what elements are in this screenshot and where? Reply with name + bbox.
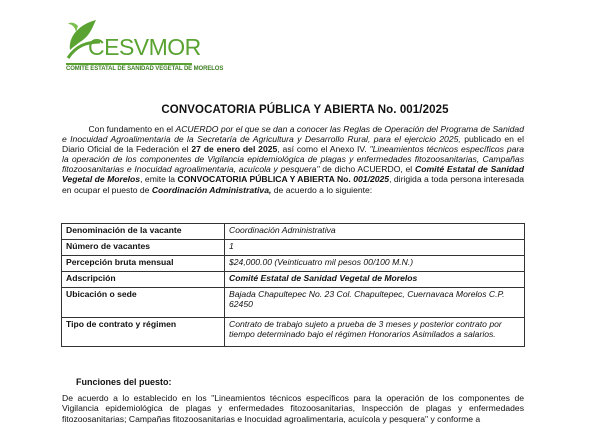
vacancy-table [61, 223, 525, 347]
table-row [62, 256, 525, 272]
functions-paragraph: De acuerdo a lo establecido en los "Lineamientos técnicos específicos para la operación de los componentes de Vigilancia epidemiológica de plagas y enfermedades fitozoosanitarias, Inspección de plagas y enfermedades fitozoosanitarias; Campañas fitozoosanitarias e Inocuidad agroalimentaria, acuícola y pesquera" y conforme a [62, 393, 524, 424]
logo-bar [66, 63, 192, 65]
row-key: Ubicación o sede [62, 288, 225, 318]
cesvmor-logo [66, 16, 224, 82]
row-key: Tipo de contrato y régimen [62, 318, 225, 347]
row-key: Número de vacantes [62, 240, 225, 256]
functions-heading: Funciones del puesto: [76, 377, 172, 387]
table-row [62, 272, 525, 288]
brand-subtitle: COMITÉ ESTATAL DE SANIDAD VEGETAL DE MORELOS [66, 66, 224, 72]
intro-paragraph: Con fundamento en el ACUERDO por el que se dan a conocer las Reglas de Operación del Programa de Sanidad e Inocuidad Agroalimentaria de la Secretaría de Agricultura y Desarrollo Rural, para el ejercicio 2025, publicado en el Diario Oficial de la Federación el 27 de enero del 2025, así como el Anexo IV. "Lineamientos técnicos específicos para la operación de los componentes de Vigilancia epidemiológica de plagas y enfermedades fitozoosanitarias, Campañas fitozoosanitarias e Inocuidad agroalimentaria, acuícola y pesquera" de dicho ACUERDO, el Comité Estatal de Sanidad Vegetal de Morelos, emite la CONVOCATORIA PÚBLICA Y ABIERTA No. 001/2025, dirigida a toda persona interesada en ocupar el puesto de Coordinación Administrativa, de acuerdo a lo siguiente: [62, 124, 525, 195]
row-value: Contrato de trabajo sujeto a prueba de 3 meses y posterior contrato por tiempo determinado bajo el régimen Honorarios Asimilados a salarios. [225, 318, 525, 347]
table-row [62, 288, 525, 318]
table-row [62, 318, 525, 347]
row-value: 1 [225, 240, 525, 256]
row-key: Percepción bruta mensual [62, 256, 225, 272]
brand-name: CESVMOR [88, 34, 201, 60]
row-value: Coordinación Administrativa [225, 224, 525, 240]
row-value: Comité Estatal de Sanidad Vegetal de Morelos [225, 272, 525, 288]
row-value: Bajada Chapultepec No. 23 Col. Chapultepec, Cuernavaca Morelos C.P. 62450 [225, 288, 525, 318]
row-value: $24,000.00 (Veinticuatro mil pesos 00/100 M.N.) [225, 256, 525, 272]
row-key: Adscripción [62, 272, 225, 288]
document-title: CONVOCATORIA PÚBLICA Y ABIERTA No. 001/2025 [161, 104, 449, 116]
row-key: Denominación de la vacante [62, 224, 225, 240]
table-row [62, 224, 525, 240]
table-row [62, 240, 525, 256]
